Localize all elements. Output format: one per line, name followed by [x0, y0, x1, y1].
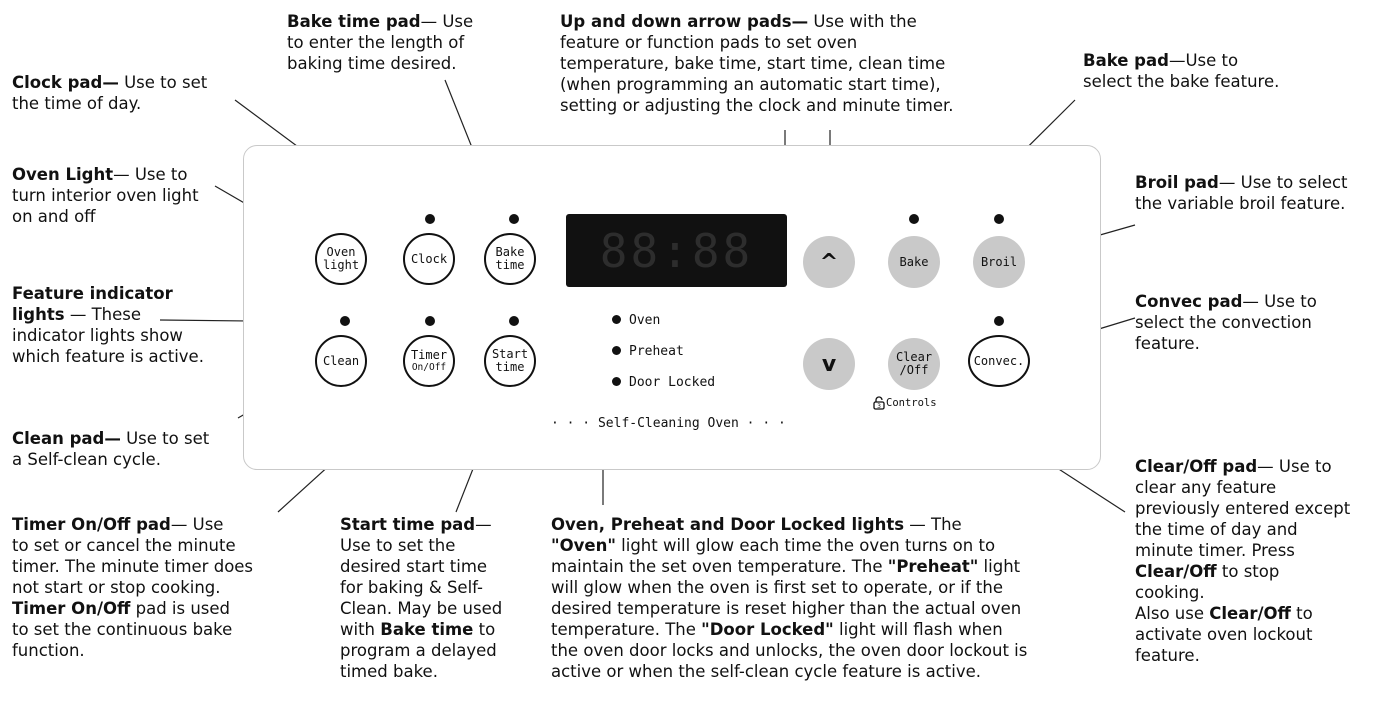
annotation-status-lights: Oven, Preheat and Door Locked lights — The "Oven" light will glow each time the oven turns on to maintain the set oven temperature. The "Preheat" light will glow when the oven is first set to operate, or if the desired temperature is reset higher than the actual oven temperature. The "Door Locked" light will flash when the oven door locks and unlocks, the oven door lockout is active or when the self-clean cycle feature is active.	[551, 515, 1028, 681]
convec-button[interactable]: Convec.	[968, 335, 1030, 387]
status-dot	[612, 377, 621, 386]
start-time-button[interactable]: Start time	[484, 335, 536, 387]
indicator-bake-time	[509, 214, 519, 224]
oven-light-button[interactable]: Oven light	[315, 233, 367, 285]
indicator-clean	[340, 316, 350, 326]
bake-button[interactable]: Bake	[888, 236, 940, 288]
bake-time-button[interactable]: Bake time	[484, 233, 536, 285]
chevron-up-icon: ^	[819, 249, 839, 275]
up-arrow-button[interactable]	[803, 236, 855, 288]
controls-lock-label: 3 Controls	[872, 396, 937, 410]
chevron-down-icon: v	[821, 351, 837, 377]
status-light-door-locked: Door Locked	[612, 375, 715, 390]
annotation-arrows: Up and down arrow pads— Use with the feature or function pads to set oven temperature, bake time, start time, clean time (when programming an automatic start time), setting or adjusting the clock and minute timer.	[560, 12, 954, 115]
indicator-bake	[909, 214, 919, 224]
svg-text:3: 3	[877, 403, 881, 410]
clock-display: 88:88	[566, 214, 787, 287]
indicator-clock	[425, 214, 435, 224]
clean-button[interactable]: Clean	[315, 335, 367, 387]
indicator-broil	[994, 214, 1004, 224]
broil-button[interactable]: Broil	[973, 236, 1025, 288]
lock-icon	[872, 396, 886, 410]
indicator-timer	[425, 316, 435, 326]
status-light-oven: Oven	[612, 313, 660, 328]
status-dot	[612, 346, 621, 355]
annotation-timer: Timer On/Off pad— Use to set or cancel the minute timer. The minute timer does not start or stop cooking. Timer On/Off pad is used to set the continuous bake function.	[12, 515, 254, 660]
annotation-clear-off: Clear/Off pad— Use to clear any feature previously entered except the time of day and minute timer. Press Clear/Off to stop cooking. Also use Clear/Off to activate oven lockout feature.	[1135, 457, 1351, 665]
annotation-bake: Bake pad—Use to select the bake feature.	[1083, 51, 1280, 91]
annotation-start-time: Start time pad— Use to set the desired start time for baking & Self- Clean. May be used with Bake time to program a delayed timed bake.	[340, 515, 503, 681]
indicator-convec	[994, 316, 1004, 326]
annotation-convec: Convec pad— Use to select the convection feature.	[1135, 292, 1317, 353]
down-arrow-button[interactable]	[803, 338, 855, 390]
annotation-feature-lights: Feature indicator lights — These indicator lights show which feature is active.	[12, 284, 204, 366]
status-light-preheat: Preheat	[612, 344, 684, 359]
clear-off-button[interactable]: Clear /Off	[888, 338, 940, 390]
indicator-start-time	[509, 316, 519, 326]
annotation-broil: Broil pad— Use to select the variable broil feature.	[1135, 173, 1348, 213]
annotation-clean: Clean pad— Use to set a Self-clean cycle.	[12, 429, 210, 469]
annotation-clock: Clock pad— Use to set the time of day.	[12, 73, 208, 113]
annotation-bake-time: Bake time pad— Use to enter the length of baking time desired.	[287, 12, 474, 73]
brand-label: · · · Self-Cleaning Oven · · ·	[551, 416, 786, 431]
status-dot	[612, 315, 621, 324]
timer-on-off-button[interactable]: Timer On/Off	[403, 335, 455, 387]
annotation-oven-light: Oven Light— Use to turn interior oven light on and off	[12, 165, 199, 226]
clock-button[interactable]: Clock	[403, 233, 455, 285]
